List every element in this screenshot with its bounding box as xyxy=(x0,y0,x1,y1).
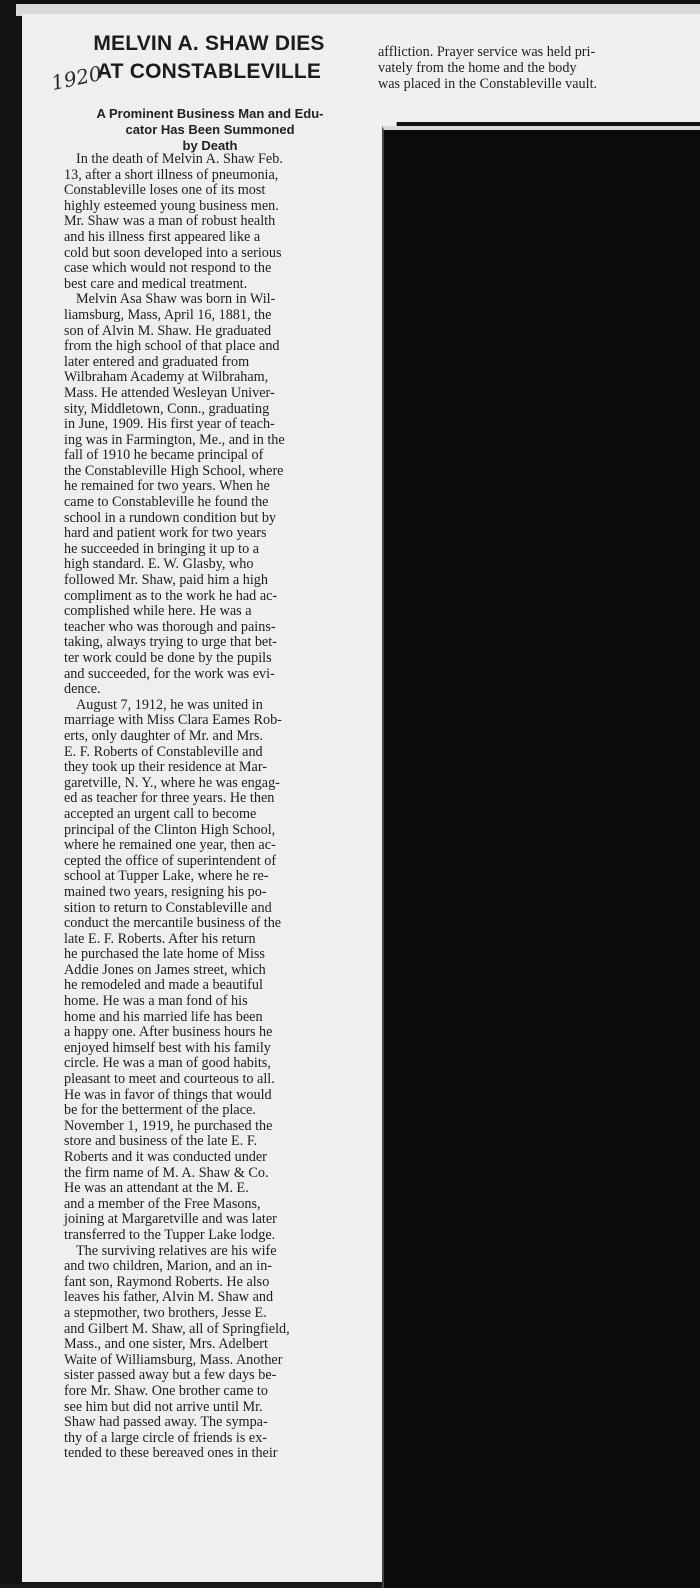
black-mounting-card xyxy=(382,126,700,1588)
article-line: store and business of the late E. F. xyxy=(64,1133,258,1150)
article-line: 13, after a short illness of pneumonia, xyxy=(64,166,279,183)
handwritten-year-note: 1920 xyxy=(49,60,104,96)
article-line: the firm name of M. A. Shaw & Co. xyxy=(64,1164,269,1181)
article-line: hard and patient work for two years xyxy=(64,525,267,542)
article-line: liamsburg, Mass, April 16, 1881, the xyxy=(64,306,272,323)
article-line: complished while here. He was a xyxy=(64,603,252,620)
article-line: and a member of the Free Masons, xyxy=(64,1195,261,1212)
article-line: late E. F. Roberts. After his return xyxy=(64,930,256,947)
article-line: garetville, N. Y., where he was engag- xyxy=(64,774,280,791)
article-line: pleasant to meet and courteous to all. xyxy=(64,1071,275,1088)
article-line: sity, Middletown, Conn., graduating xyxy=(64,400,270,417)
article-line: erts, only daughter of Mr. and Mrs. xyxy=(64,727,263,744)
article-line: where he remained one year, then ac- xyxy=(64,837,276,854)
article-line: ing was in Farmington, Me., and in the xyxy=(64,431,285,448)
article-line: best care and medical treatment. xyxy=(64,275,248,292)
article-line: school in a rundown condition but by xyxy=(64,509,277,526)
article-line: highly esteemed young business men. xyxy=(64,197,279,214)
article-line: sister passed away but a few days be- xyxy=(64,1367,277,1384)
subhead-line: A Prominent Business Man and Edu- xyxy=(96,106,324,121)
article-line: high standard. E. W. Glasby, who xyxy=(64,556,254,573)
article-line: fore Mr. Shaw. One brother came to xyxy=(64,1382,268,1399)
article-line: Wilbraham Academy at Wilbraham, xyxy=(64,369,269,386)
article-line: later entered and graduated from xyxy=(64,353,250,370)
article-line: home and his married life has been xyxy=(64,1008,263,1025)
article-line: Mass., and one sister, Mrs. Adelbert xyxy=(64,1336,268,1353)
article-line: conduct the mercantile business of the xyxy=(64,915,282,932)
article-line: teacher who was thorough and pains- xyxy=(64,618,276,635)
article-line: and succeeded, for the work was evi- xyxy=(64,665,275,682)
article-line: August 7, 1912, he was united in xyxy=(76,696,263,713)
article-line: principal of the Clinton High School, xyxy=(64,821,276,838)
headline-line: MELVIN A. SHAW DIES xyxy=(93,32,325,55)
article-line: a happy one. After business hours he xyxy=(64,1024,273,1041)
article-line: a stepmother, two brothers, Jesse E. xyxy=(64,1304,267,1321)
article-line: taking, always trying to urge that bet- xyxy=(64,634,277,651)
article-line: cepted the office of superintendent of xyxy=(64,852,277,869)
continuation-line: was placed in the Constableville vault. xyxy=(378,76,598,92)
article-line: see him but did not arrive until Mr. xyxy=(64,1398,263,1415)
article-line: be for the betterment of the place. xyxy=(64,1102,256,1119)
article-line: accepted an urgent call to become xyxy=(64,805,257,822)
article-line: The surviving relatives are his wife xyxy=(76,1242,277,1259)
article-line: leaves his father, Alvin M. Shaw and xyxy=(64,1289,274,1306)
article-line: in June, 1909. His first year of teach- xyxy=(64,416,275,433)
article-line: fall of 1910 he became principal of xyxy=(64,447,264,464)
article-line: Addie Jones on James street, which xyxy=(64,961,266,978)
article-line: Waite of Williamsburg, Mass. Another xyxy=(64,1351,283,1368)
article-line: joining at Margaretville and was later xyxy=(64,1211,277,1228)
article-line: In the death of Melvin A. Shaw Feb. xyxy=(76,151,283,167)
subhead-line: cator Has Been Summoned xyxy=(125,122,295,137)
article-line: he succeeded in bringing it up to a xyxy=(64,540,260,557)
article-line: and two children, Marion, and an in- xyxy=(64,1258,273,1275)
article-line: transferred to the Tupper Lake lodge. xyxy=(64,1226,276,1243)
article-line: Mr. Shaw was a man of robust health xyxy=(64,213,276,230)
article-line: Shaw had passed away. The sympa- xyxy=(64,1414,268,1431)
headline-line: AT CONSTABLEVILLE xyxy=(96,60,322,83)
article-line: dence. xyxy=(64,681,101,698)
article-line: enjoyed himself best with his family xyxy=(64,1039,271,1056)
article-continuation xyxy=(378,44,690,92)
article-line: he purchased the late home of Miss xyxy=(64,946,265,963)
article-line: he remained for two years. When he xyxy=(64,478,270,495)
article-line: E. F. Roberts of Constableville and xyxy=(64,743,263,760)
article-line: case which would not respond to the xyxy=(64,260,272,277)
article-line: He was an attendant at the M. E. xyxy=(64,1180,249,1197)
article-line: compliment as to the work he had ac- xyxy=(64,587,278,604)
article-line: home. He was a man fond of his xyxy=(64,993,248,1010)
article-line: school at Tupper Lake, where he re- xyxy=(64,868,269,885)
subhead-line: by Death xyxy=(182,138,238,153)
article-line: Roberts and it was conducted under xyxy=(64,1149,267,1165)
article-line: mained two years, resigning his po- xyxy=(64,883,267,900)
article-line: and Gilbert M. Shaw, all of Springfield, xyxy=(64,1320,290,1337)
article-line: Constableville loses one of its most xyxy=(64,182,266,199)
article-line: he remodeled and made a beautiful xyxy=(64,977,263,994)
article-line: fant son, Raymond Roberts. He also xyxy=(64,1273,270,1290)
article-line: Mass. He attended Wesleyan Univer- xyxy=(64,384,275,401)
article-line: the Constableville High School, where xyxy=(64,462,284,479)
article-line: tended to these bereaved ones in their xyxy=(64,1445,278,1462)
article-line: son of Alvin M. Shaw. He graduated xyxy=(64,322,272,339)
article-line: marriage with Miss Clara Eames Rob- xyxy=(64,712,282,729)
article-line: thy of a large circle of friends is ex- xyxy=(64,1429,268,1446)
subheadline xyxy=(50,106,370,154)
article-line: and his illness first appeared like a xyxy=(64,228,261,245)
article-line: circle. He was a man of good habits, xyxy=(64,1055,271,1072)
article-line: November 1, 1919, he purchased the xyxy=(64,1117,273,1134)
article-body xyxy=(64,152,370,1462)
article-line: He was in favor of things that would xyxy=(64,1086,272,1103)
continuation-line: affliction. Prayer service was held pri- xyxy=(378,44,596,60)
article-line: they took up their residence at Mar- xyxy=(64,759,267,776)
article-line: sition to return to Constableville and xyxy=(64,899,272,916)
continuation-line: vately from the home and the body xyxy=(378,60,577,76)
article-line: cold but soon developed into a serious xyxy=(64,244,282,261)
article-line: ed as teacher for three years. He then xyxy=(64,790,275,807)
article-line: from the high school of that place and xyxy=(64,338,280,355)
article-line: Melvin Asa Shaw was born in Wil- xyxy=(76,291,276,308)
article-line: ter work could be done by the pupils xyxy=(64,650,272,666)
article-line: came to Constableville he found the xyxy=(64,494,269,511)
article-line: followed Mr. Shaw, paid him a high xyxy=(64,572,268,589)
